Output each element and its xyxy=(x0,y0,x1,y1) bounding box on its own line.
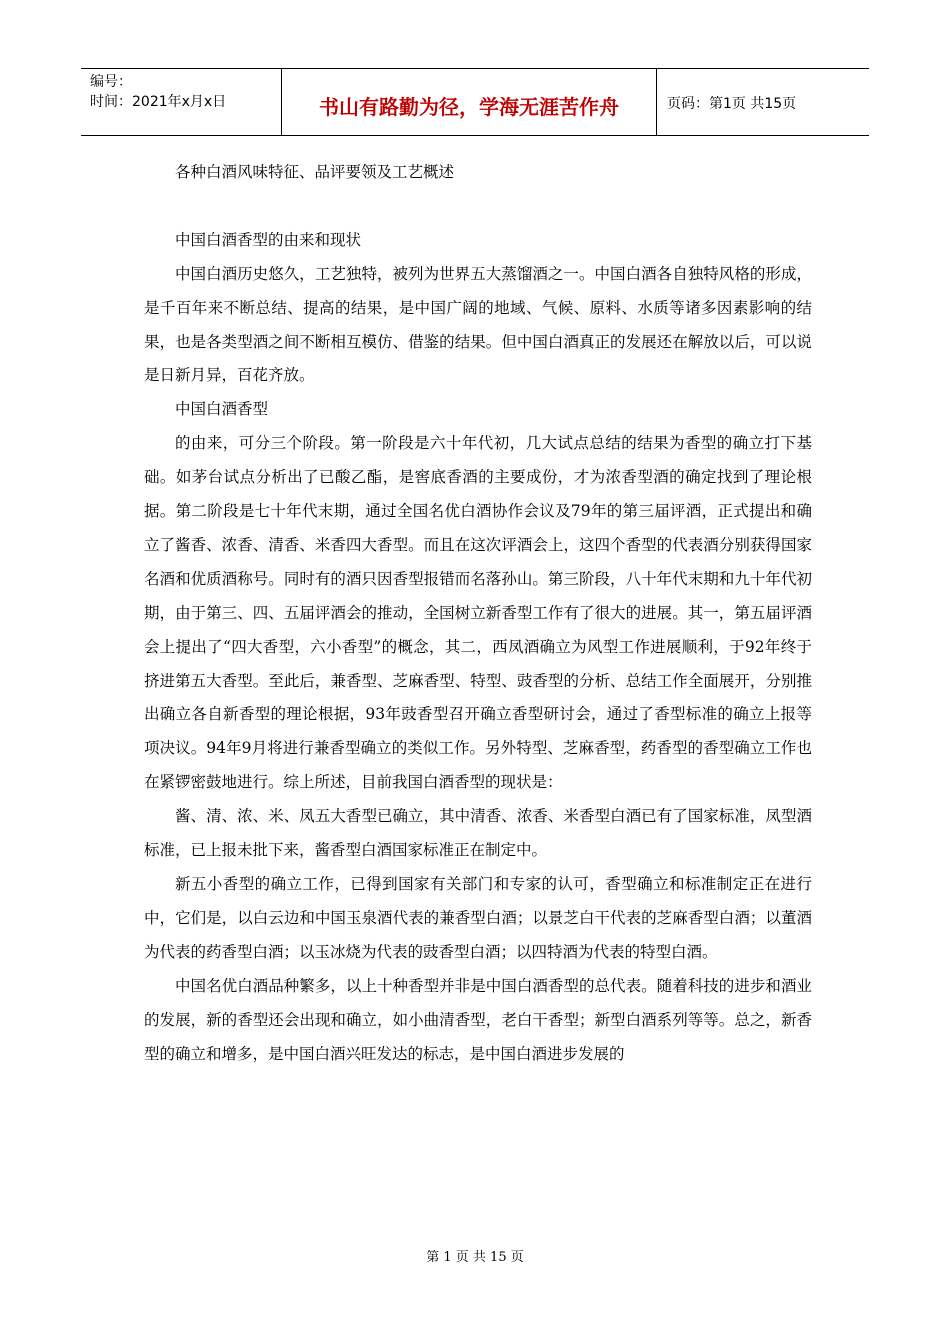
header-motto: 书山有路勤为径，学海无涯苦作舟 xyxy=(282,69,657,135)
paragraph: 酱、清、浓、米、凤五大香型已确立，其中清香、浓香、米香型白酒已有了国家标准，凤型酒标准，已上报未批下来，酱香型白酒国家标准正在制定中。 xyxy=(144,807,812,860)
paragraph: 的由来，可分三个阶段。第一阶段是六十年代初，几大试点总结的结果为香型的确立打下基础。如茅台试点分析出了已酸乙酯，是窖底香酒的主要成份，才为浓香型酒的确定找到了理论根据。第二阶段是七十年代末期，通过全国名优白酒协作会议及79年的第三届评酒，正式提出和确立了酱香、浓香、清香、米香四大香型。而且在这次评酒会上，这四个香型的代表酒分别获得国家名酒和优质酒称号。同时有的酒只因香型报错而名落孙山。第三阶段，八十年代末期和九十年代初期，由于第三、四、五届评酒会的推动，全国树立新香型工作有了很大的进展。其一，第五届评酒会上提出了“四大香型，六小香型”的概念，其二，西凤酒确立为风型工作进展顺利，于92年终于挤进第五大香型。至此后，兼香型、芝麻香型、特型、豉香型的分析、总结工作全面展开，分别推出确立各自新香型的理论根据，93年豉香型召开确立香型研讨会，通过了香型标准的确立上报等项决议。94年9月将进行兼香型确立的类似工作。另外特型、芝麻香型，药香型的香型确立工作也在紧锣密鼓地进行。综上所述，目前我国白酒香型的现状是： xyxy=(144,434,812,792)
header-meta-cell xyxy=(81,69,282,135)
section-heading: 中国白酒香型的由来和现状 xyxy=(175,230,362,249)
header-page-number: 页码：第1页 共15页 xyxy=(667,96,797,112)
document-body xyxy=(144,156,812,1071)
document-title: 各种白酒风味特征、品评要领及工艺概述 xyxy=(175,163,455,181)
paragraph: 中国白酒香型 xyxy=(175,400,269,419)
page-header xyxy=(81,68,869,136)
page-footer: 第 1 页 共 15 页 xyxy=(426,1250,524,1265)
paragraph: 新五小香型的确立工作，已得到国家有关部门和专家的认可，香型确立和标准制定正在进行中，它们是，以白云边和中国玉泉酒代表的兼香型白酒；以景芝白干代表的芝麻香型白酒；以董酒为代表的药香型白酒；以玉冰烧为代表的豉香型白酒；以四特酒为代表的特型白酒。 xyxy=(144,875,812,961)
paragraph: 中国白酒历史悠久，工艺独特，被列为世界五大蒸馏酒之一。中国白酒各自独特风格的形成，是千百年来不断总结、提高的结果，是中国广阔的地域、气候、原料、水质等诸多因素影响的结果，也是各类型酒之间不断相互模仿、借鉴的结果。但中国白酒真正的发展还在解放以后，可以说是日新月异，百花齐放。 xyxy=(144,264,812,385)
doc-date-label: 时间：2021年x月x日 xyxy=(90,94,227,110)
doc-number-label: 编号： xyxy=(90,74,132,90)
paragraph: 中国名优白酒品种繁多，以上十种香型并非是中国白酒香型的总代表。随着科技的进步和酒业的发展，新的香型还会出现和确立，如小曲清香型，老白干香型；新型白酒系列等等。总之，新香型的确立和增多，是中国白酒兴旺发达的标志，是中国白酒进步发展的 xyxy=(144,976,812,1063)
